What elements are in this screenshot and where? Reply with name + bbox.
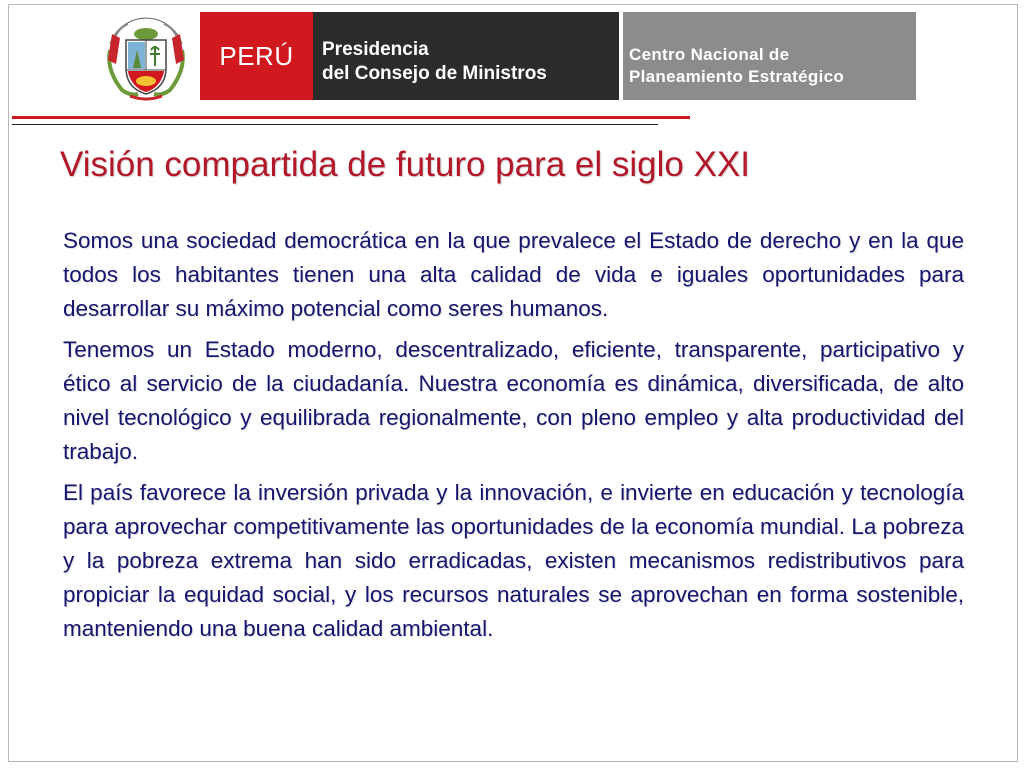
paragraph-3: El país favorece la inversión privada y la innovación, e invierte en educación y tecnología para aprovechar competitivamente las oportunidades de la economía mundial. La pobreza y la pobreza extrema han sido erradicadas, existen mecanismos redistributivos para propiciar la equidad social, y los recursos naturales se aprovechan en forma sostenible, manteniendo una buena calidad ambiental. xyxy=(63,480,964,641)
pcm-logo-line1: Presidencia xyxy=(322,39,429,60)
peru-coat-of-arms-logo xyxy=(100,10,192,104)
coat-of-arms-icon xyxy=(100,10,192,104)
header xyxy=(0,0,1024,110)
ceplan-logo-line2: Planeamiento Estratégico xyxy=(629,67,845,86)
paragraph-1: Somos una sociedad democrática en la que prevalece el Estado de derecho y en la que todos los habitantes tienen una alta calidad de vida e iguales oportunidades para desarrollar su máximo potencial como seres humanos. xyxy=(63,228,964,321)
peru-brand-text: PERÚ xyxy=(219,40,294,71)
slide-body xyxy=(63,224,964,653)
ceplan-logo-line1: Centro Nacional de xyxy=(629,45,790,64)
red-divider xyxy=(12,116,690,119)
peru-brand-logo xyxy=(200,12,313,100)
ceplan-logo xyxy=(623,12,916,100)
pcm-logo-line2: del Consejo de Ministros xyxy=(322,63,547,84)
black-divider xyxy=(12,124,658,125)
slide-title: Visión compartida de futuro para el siglo XXI xyxy=(60,145,751,184)
paragraph-2: Tenemos un Estado moderno, descentralizado, eficiente, transparente, participativo y ético al servicio de la ciudadanía. Nuestra economía es dinámica, diversificada, de alto nivel tecnológico y equilibrada regionalmente, con pleno empleo y alta productividad del trabajo. xyxy=(63,337,964,464)
pcm-logo xyxy=(313,12,619,100)
